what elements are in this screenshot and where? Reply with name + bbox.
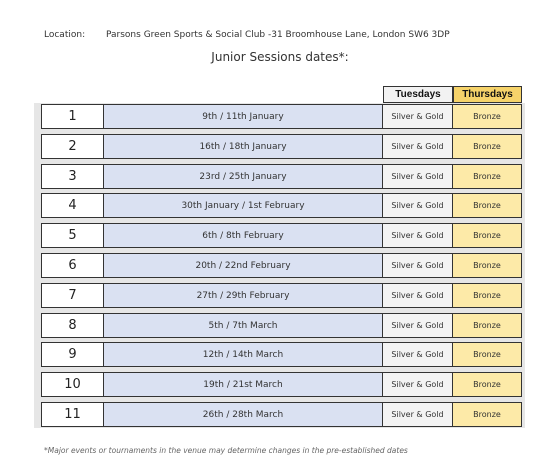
session-dates-cell: 5th / 7th March	[104, 314, 383, 337]
session-number-cell: 6	[42, 254, 104, 277]
tuesday-group-cell: Silver & Gold	[383, 403, 453, 426]
thursday-group-cell: Bronze	[453, 373, 521, 396]
thursday-group-cell: Bronze	[453, 224, 521, 247]
session-dates-cell: 6th / 8th February	[104, 224, 383, 247]
session-number-cell: 10	[42, 373, 104, 396]
tuesday-group-cell: Silver & Gold	[383, 135, 453, 158]
tuesday-group-cell: Silver & Gold	[383, 284, 453, 307]
thursday-group-cell: Bronze	[453, 194, 521, 217]
page-title: Junior Sessions dates*:	[211, 50, 349, 64]
table-row	[41, 372, 522, 397]
session-number-cell: 3	[42, 165, 104, 188]
tuesday-group-cell: Silver & Gold	[383, 224, 453, 247]
location-value: Parsons Green Sports & Social Club -31 Broomhouse Lane, London SW6 3DP	[106, 30, 450, 40]
session-number-cell: 1	[42, 105, 104, 128]
session-dates-cell: 16th / 18th January	[104, 135, 383, 158]
session-number-cell: 4	[42, 194, 104, 217]
table-row	[41, 313, 522, 338]
tuesday-group-cell: Silver & Gold	[383, 314, 453, 337]
session-dates-cell: 23rd / 25th January	[104, 165, 383, 188]
column-header-tuesdays: Tuesdays	[383, 86, 453, 103]
tuesday-group-cell: Silver & Gold	[383, 165, 453, 188]
session-number-cell: 11	[42, 403, 104, 426]
table-row	[41, 104, 522, 129]
session-dates-cell: 19th / 21st March	[104, 373, 383, 396]
session-dates-cell: 30th January / 1st February	[104, 194, 383, 217]
table-row	[41, 134, 522, 159]
session-number-cell: 9	[42, 343, 104, 366]
footnote: *Major events or tournaments in the venue may determine changes in the pre-established dates	[44, 446, 408, 455]
tuesday-group-cell: Silver & Gold	[383, 343, 453, 366]
thursday-group-cell: Bronze	[453, 105, 521, 128]
thursday-group-cell: Bronze	[453, 343, 521, 366]
session-number-cell: 7	[42, 284, 104, 307]
thursday-group-cell: Bronze	[453, 135, 521, 158]
thursday-group-cell: Bronze	[453, 284, 521, 307]
session-number-cell: 5	[42, 224, 104, 247]
session-dates-cell: 12th / 14th March	[104, 343, 383, 366]
tuesday-group-cell: Silver & Gold	[383, 373, 453, 396]
table-row	[41, 342, 522, 367]
table-row	[41, 223, 522, 248]
session-number-cell: 2	[42, 135, 104, 158]
session-dates-cell: 26th / 28th March	[104, 403, 383, 426]
thursday-group-cell: Bronze	[453, 314, 521, 337]
thursday-group-cell: Bronze	[453, 254, 521, 277]
table-row	[41, 283, 522, 308]
thursday-group-cell: Bronze	[453, 165, 521, 188]
table-row	[41, 193, 522, 218]
table-row	[41, 402, 522, 427]
column-header-thursdays: Thursdays	[453, 86, 522, 103]
session-dates-cell: 9th / 11th January	[104, 105, 383, 128]
thursday-group-cell: Bronze	[453, 403, 521, 426]
session-dates-cell: 20th / 22nd February	[104, 254, 383, 277]
location-label: Location:	[44, 30, 86, 40]
session-dates-cell: 27th / 29th February	[104, 284, 383, 307]
session-number-cell: 8	[42, 314, 104, 337]
table-row	[41, 164, 522, 189]
tuesday-group-cell: Silver & Gold	[383, 194, 453, 217]
tuesday-group-cell: Silver & Gold	[383, 105, 453, 128]
table-row	[41, 253, 522, 278]
tuesday-group-cell: Silver & Gold	[383, 254, 453, 277]
